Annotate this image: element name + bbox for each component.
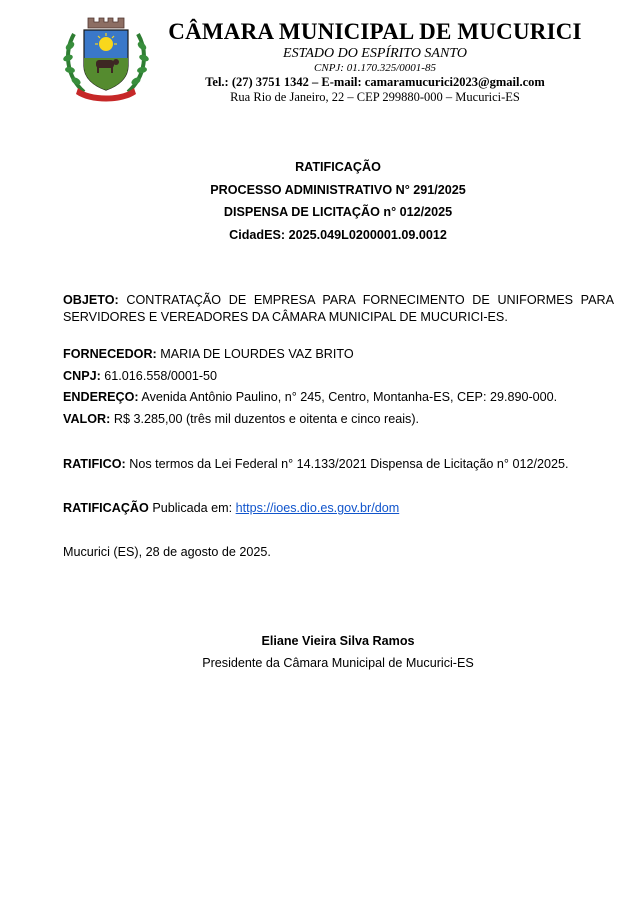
ratifico-paragraph bbox=[63, 456, 614, 473]
cnpj-line bbox=[63, 366, 614, 388]
state-line: ESTADO DO ESPÍRITO SANTO bbox=[283, 46, 467, 61]
place-date: Mucurici (ES), 28 de agosto de 2025. bbox=[63, 545, 271, 559]
fornecedor-line bbox=[63, 344, 614, 366]
address-line: Rua Rio de Janeiro, 22 – CEP 299880-000 – Mucurici-ES bbox=[230, 90, 520, 104]
institution-cnpj: CNPJ: 01.170.325/0001-85 bbox=[314, 62, 436, 74]
coat-of-arms-icon bbox=[60, 14, 152, 102]
signatory-role: Presidente da Câmara Municipal de Mucurici-ES bbox=[202, 656, 474, 670]
ratifico-label: RATIFICO: bbox=[63, 457, 126, 471]
publicacao-paragraph bbox=[63, 500, 614, 517]
title-ratificacao: RATIFICAÇÃO bbox=[295, 160, 381, 174]
endereco-value: Avenida Antônio Paulino, n° 245, Centro, Montanha-ES, CEP: 29.890-000. bbox=[141, 390, 558, 404]
valor-label: VALOR: bbox=[63, 411, 111, 426]
letterhead bbox=[165, 18, 585, 105]
institution-title: CÂMARA MUNICIPAL DE MUCURICI bbox=[168, 19, 582, 44]
fornecedor-value: MARIA DE LOURDES VAZ BRITO bbox=[160, 347, 354, 361]
title-cidades: CidadES: 2025.049L0200001.09.0012 bbox=[229, 227, 447, 242]
valor-line bbox=[63, 409, 614, 431]
endereco-label: ENDEREÇO: bbox=[63, 390, 139, 404]
objeto-paragraph bbox=[63, 292, 614, 326]
document-titles bbox=[0, 156, 640, 246]
objeto-label: OBJETO: bbox=[63, 293, 119, 307]
publicacao-label: RATIFICAÇÃO bbox=[63, 501, 149, 515]
supplier-block bbox=[63, 344, 614, 430]
ratifico-value: Nos termos da Lei Federal n° 14.133/2021 Dispensa de Licitação n° 012/2025. bbox=[129, 457, 569, 471]
cnpj-label: CNPJ: bbox=[63, 368, 101, 383]
cnpj-value: 61.016.558/0001-50 bbox=[104, 368, 218, 383]
title-processo: PROCESSO ADMINISTRATIVO N° 291/2025 bbox=[210, 182, 466, 197]
valor-value: R$ 3.285,00 (três mil duzentos e oitenta e cinco reais). bbox=[113, 411, 420, 426]
publicacao-link[interactable]: https://ioes.dio.es.gov.br/dom bbox=[235, 501, 400, 515]
signatory-name: Eliane Vieira Silva Ramos bbox=[261, 634, 415, 648]
publicacao-text: Publicada em: bbox=[152, 501, 233, 515]
objeto-text: CONTRATAÇÃO DE EMPRESA PARA FORNECIMENTO DE UNIFORMES PARA SERVIDORES E VEREADORES DA CÂMARA MUNICIPAL DE MUCURICI-ES. bbox=[63, 293, 615, 324]
endereco-line bbox=[63, 387, 614, 409]
contact-line: Tel.: (27) 3751 1342 – E-mail: camaramucurici2023@gmail.com bbox=[205, 75, 545, 89]
fornecedor-label: FORNECEDOR: bbox=[63, 347, 157, 361]
title-dispensa: DISPENSA DE LICITAÇÃO n° 012/2025 bbox=[223, 205, 453, 219]
